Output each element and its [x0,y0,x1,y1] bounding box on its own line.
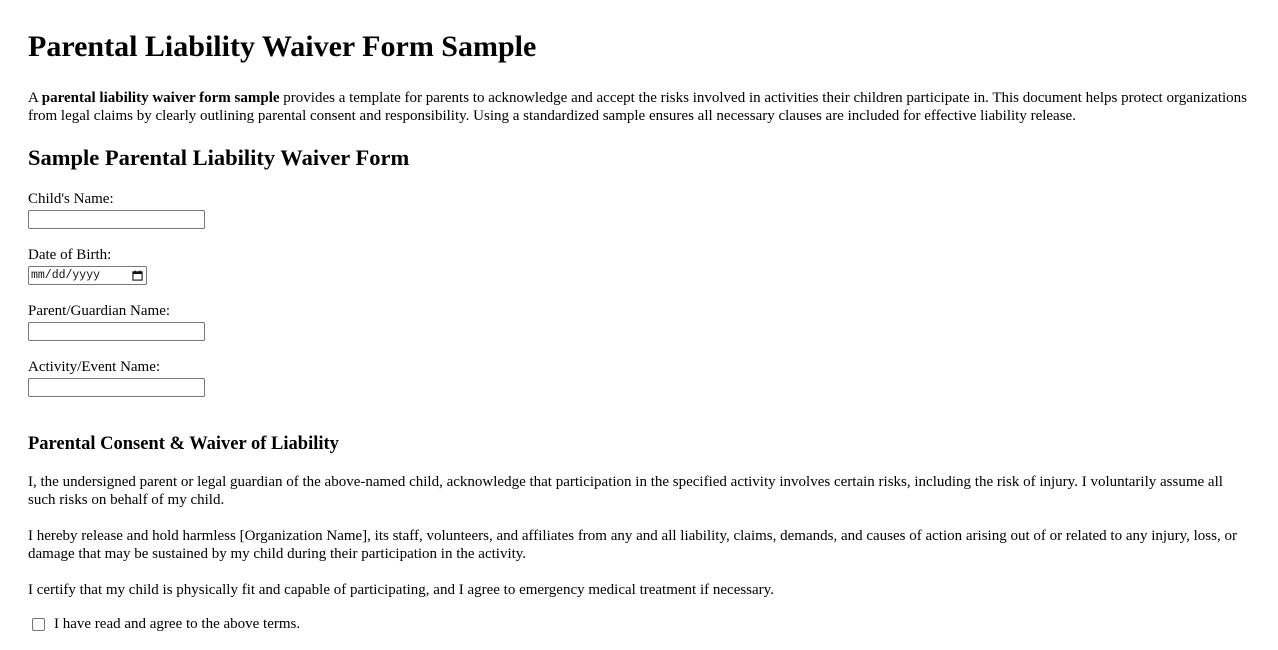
activity-event-name-label: Activity/Event Name: [28,359,161,375]
date-placeholder: mm/dd/yyyy [31,269,101,282]
consent-paragraph-certify: I certify that my child is physically fit and capable of participating, and I agree to emergency medical treatment if necessary. [28,582,774,598]
consent-heading: Parental Consent & Waiver of Liability [28,434,339,454]
childs-name-input[interactable] [28,210,205,229]
field-parent-guardian-name [28,303,1250,341]
page-title: Parental Liability Waiver Form Sample [28,30,537,63]
calendar-icon[interactable] [132,270,143,281]
parent-guardian-name-input[interactable] [28,322,205,341]
field-date-of-birth [28,247,1250,285]
intro-rest: provides a template for parents to acknowledge and accept the risks involved in activities their children participate in. This document helps protect organizations from legal claims by clearly outlining parental consent and responsibility. Using a standardized sample ensures all necessary clauses are included for effective liability release. [28,90,1248,124]
childs-name-label: Child's Name: [28,191,114,207]
intro-paragraph [28,89,1250,125]
agree-terms-label[interactable]: I have read and agree to the above terms. [54,616,301,632]
intro-lead: A [28,90,42,106]
form-heading: Sample Parental Liability Waiver Form [28,145,410,170]
date-of-birth-input[interactable] [28,266,147,285]
field-childs-name [28,191,1250,229]
date-of-birth-label: Date of Birth: [28,247,112,263]
activity-event-name-input[interactable] [28,378,205,397]
agree-terms-row[interactable] [28,615,1250,633]
intro-bold-term: parental liability waiver form sample [41,90,280,106]
consent-paragraph-release: I hereby release and hold harmless [Organization Name], its staff, volunteers, and affiliates from any and all liability, claims, demands, and causes of action arising out of or related to any injury, loss, or damage that may be sustained by my child during their participation in the activity. [28,528,1237,562]
field-activity-event-name [28,359,1250,397]
consent-paragraph-risks: I, the undersigned parent or legal guardian of the above-named child, acknowledge that participation in the specified activity involves certain risks, including the risk of injury. I voluntarily assume all such risks on behalf of my child. [28,474,1223,508]
agree-terms-checkbox[interactable] [32,618,45,631]
parent-guardian-name-label: Parent/Guardian Name: [28,303,171,319]
